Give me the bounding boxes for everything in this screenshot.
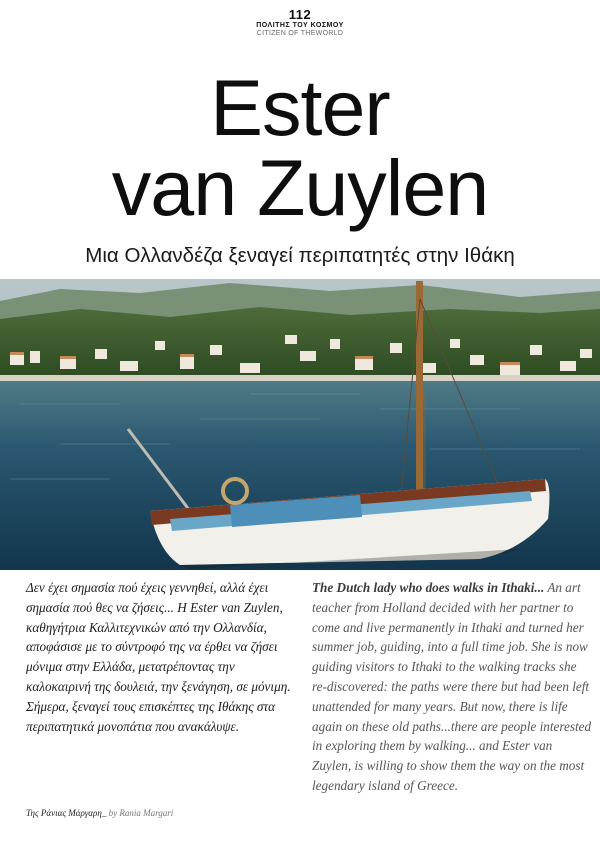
section-title-english: CITIZEN OF THEWORLD xyxy=(256,30,344,37)
title-line-2: van Zuylen xyxy=(111,143,489,232)
english-body-text: An art teacher from Holland decided with her partner to come and live permanently in Ithaki and turned her summer job, guiding, into a full time job. She is now guiding visitors to Ithaki to the walking tracks she re-discovered: the paths were there but had been left unattended for many years. But now, there is life again on these old paths...there are people interested in exploring them by walking... and Ester van Zuylen, is willing to show them the way on the most legendary island of Greece. xyxy=(312,580,592,793)
article-subtitle: Μια Ολλανδέζα ξεναγεί περιπατητές στην Ιθάκη xyxy=(85,244,515,267)
section-title-greek: ΠΟΛΙΤΗΣ ΤΟΥ ΚΟΣΜΟΥ xyxy=(256,22,344,29)
author-credit xyxy=(26,808,173,818)
english-lead: The Dutch lady who does walks in Ithaki... xyxy=(312,580,545,595)
page-header xyxy=(0,8,600,37)
harbor-photo xyxy=(0,279,600,570)
credit-greek: Της Ράνιας Μάργαρη_ xyxy=(26,808,107,818)
title-line-1: Ester xyxy=(210,63,390,152)
greek-body-text: Δεν έχει σημασία πού έχεις γεννηθεί, αλλά έχει σημασία πού θες να ζήσεις... Η Ester van Zuylen, καθηγήτρια Καλλιτεχνικών από την Ολλανδία, αποφάσισε με το σύντροφό της να έρθει να ζήσει μόνιμα στην Ελλάδα, μετατρέποντας την καλοκαιρινή της δουλειά, την ξενάγηση, σε μόνιμη. Σήμερα, ξεναγεί τους επισκέπτες της Ιθάκης στα περιπατητικά μονοπάτια που ανακάλυψε. xyxy=(26,580,291,734)
english-body xyxy=(312,578,594,796)
credit-english: by Rania Margari xyxy=(108,808,174,818)
page-number: 112 xyxy=(288,7,312,22)
article-title xyxy=(0,63,600,232)
